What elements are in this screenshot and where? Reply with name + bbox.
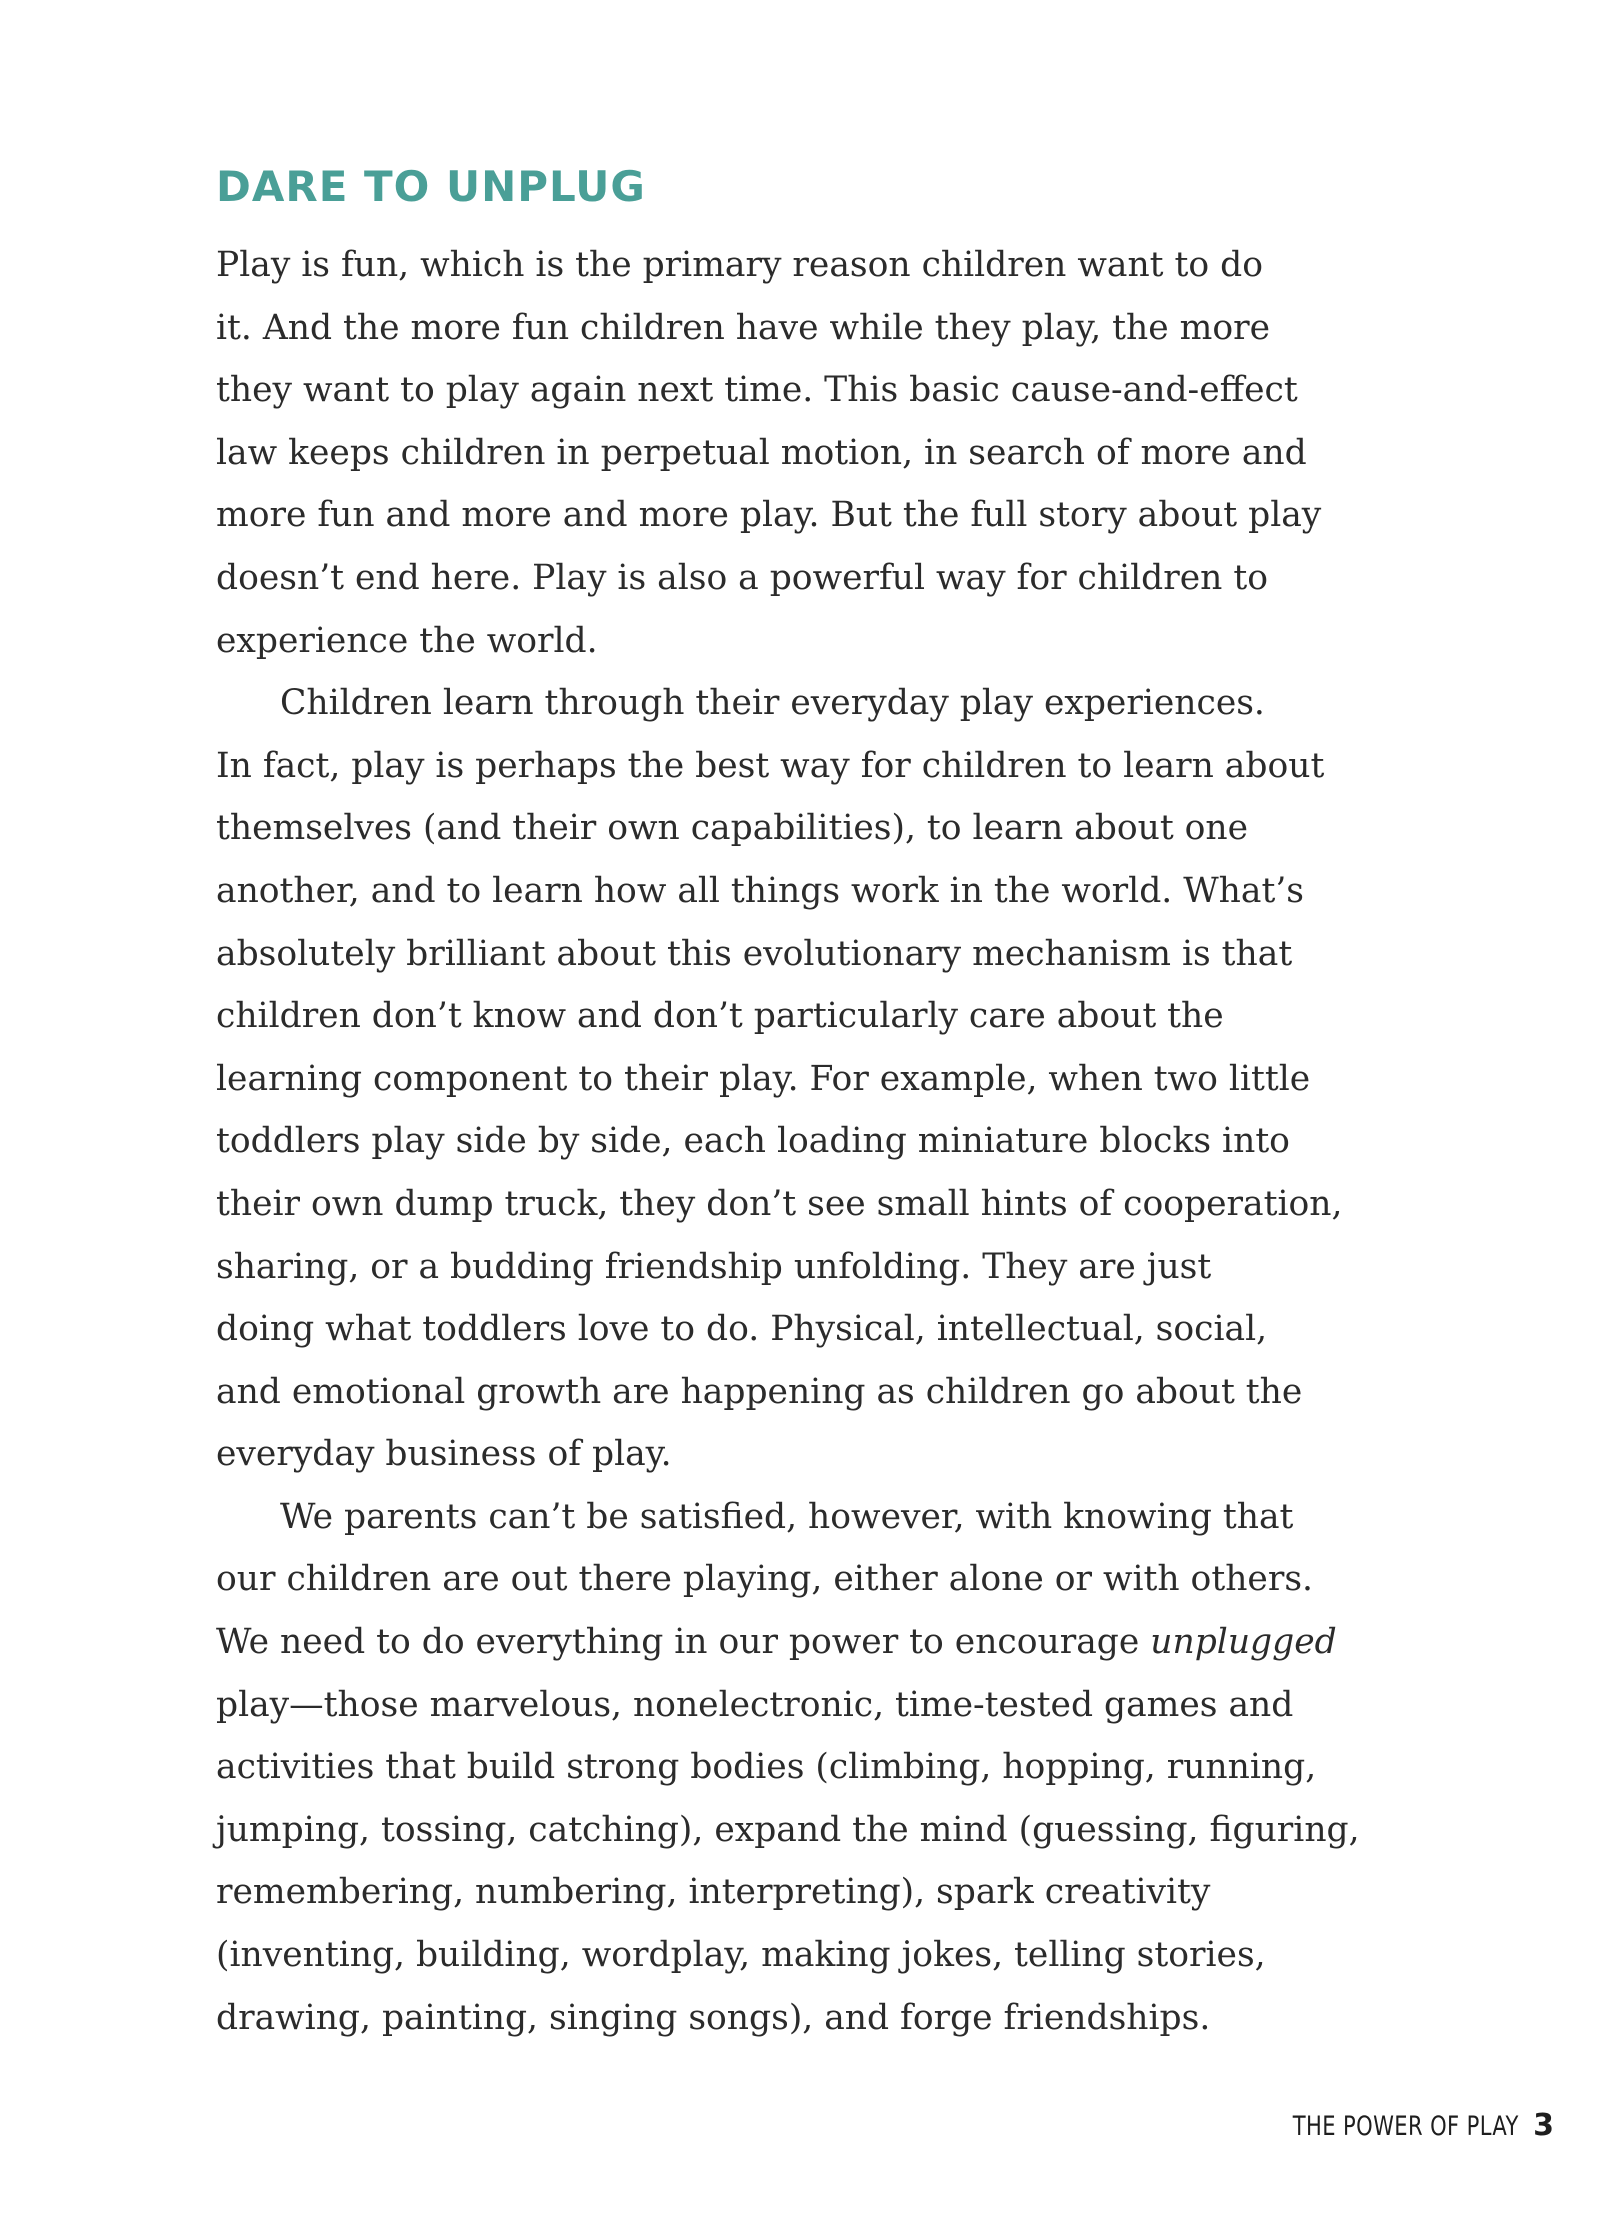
text-line: doing what toddlers love to do. Physical, intellectual, social,	[216, 1309, 1268, 1350]
text-line: our children are out there playing, either alone or with others.	[216, 1559, 1313, 1600]
text-line: sharing, or a budding friendship unfolding. They are just	[216, 1246, 1212, 1287]
text-line: remembering, numbering, interpreting), spark creativity	[216, 1872, 1211, 1913]
paragraph-2	[216, 672, 1476, 1486]
page-number: 3	[1533, 2108, 1554, 2143]
body-text	[216, 234, 1476, 2049]
page-footer	[1229, 2108, 1554, 2143]
text-line: themselves (and their own capabilities), to learn about one	[216, 808, 1249, 849]
text-line: they want to play again next time. This basic cause-and-effect	[216, 370, 1298, 411]
text-line: it. And the more fun children have while they play, the more	[216, 307, 1271, 348]
emphasis-unplugged: unplugged	[1150, 1622, 1337, 1663]
text-line: their own dump truck, they don’t see small hints of cooperation,	[216, 1183, 1343, 1224]
text-line: toddlers play side by side, each loading miniature blocks into	[216, 1121, 1290, 1162]
text-line: doesn’t end here. Play is also a powerful way for children to	[216, 557, 1268, 598]
text-line: We parents can’t be satisfied, however, with knowing that	[280, 1496, 1294, 1537]
section-heading: DARE TO UNPLUG	[216, 162, 646, 211]
text-line	[216, 1611, 1476, 1674]
text-line: and emotional growth are happening as children go about the	[216, 1371, 1303, 1412]
text-line: Children learn through their everyday play experiences.	[280, 683, 1265, 724]
text-line-start: We need to do everything in our power to encourage	[216, 1622, 1151, 1663]
text-line: jumping, tossing, catching), expand the mind (guessing, figuring,	[216, 1809, 1360, 1850]
text-line: learning component to their play. For example, when two little	[216, 1058, 1311, 1099]
text-line: Play is fun, which is the primary reason children want to do	[216, 245, 1263, 285]
text-line: activities that build strong bodies (climbing, hopping, running,	[216, 1747, 1317, 1788]
text-line: drawing, painting, singing songs), and forge friendships.	[216, 1997, 1211, 2038]
text-line: another, and to learn how all things work in the world. What’s	[216, 870, 1304, 911]
paragraph-3	[216, 1486, 1476, 2049]
text-line: experience the world.	[216, 620, 598, 661]
text-line: everyday business of play.	[216, 1434, 672, 1475]
text-line: absolutely brilliant about this evolutionary mechanism is that	[216, 933, 1293, 974]
running-head: THE POWER OF PLAY	[1293, 2111, 1520, 2142]
paragraph-1	[216, 234, 1476, 672]
text-line: (inventing, building, wordplay, making jokes, telling stories,	[216, 1935, 1266, 1976]
text-line: play—those marvelous, nonelectronic, time-tested games and	[216, 1684, 1294, 1725]
text-line: law keeps children in perpetual motion, in search of more and	[216, 432, 1307, 473]
text-line: In fact, play is perhaps the best way for children to learn about	[216, 745, 1325, 786]
text-line: children don’t know and don’t particularly care about the	[216, 996, 1224, 1037]
text-line: more fun and more and more play. But the full story about play	[216, 495, 1322, 536]
